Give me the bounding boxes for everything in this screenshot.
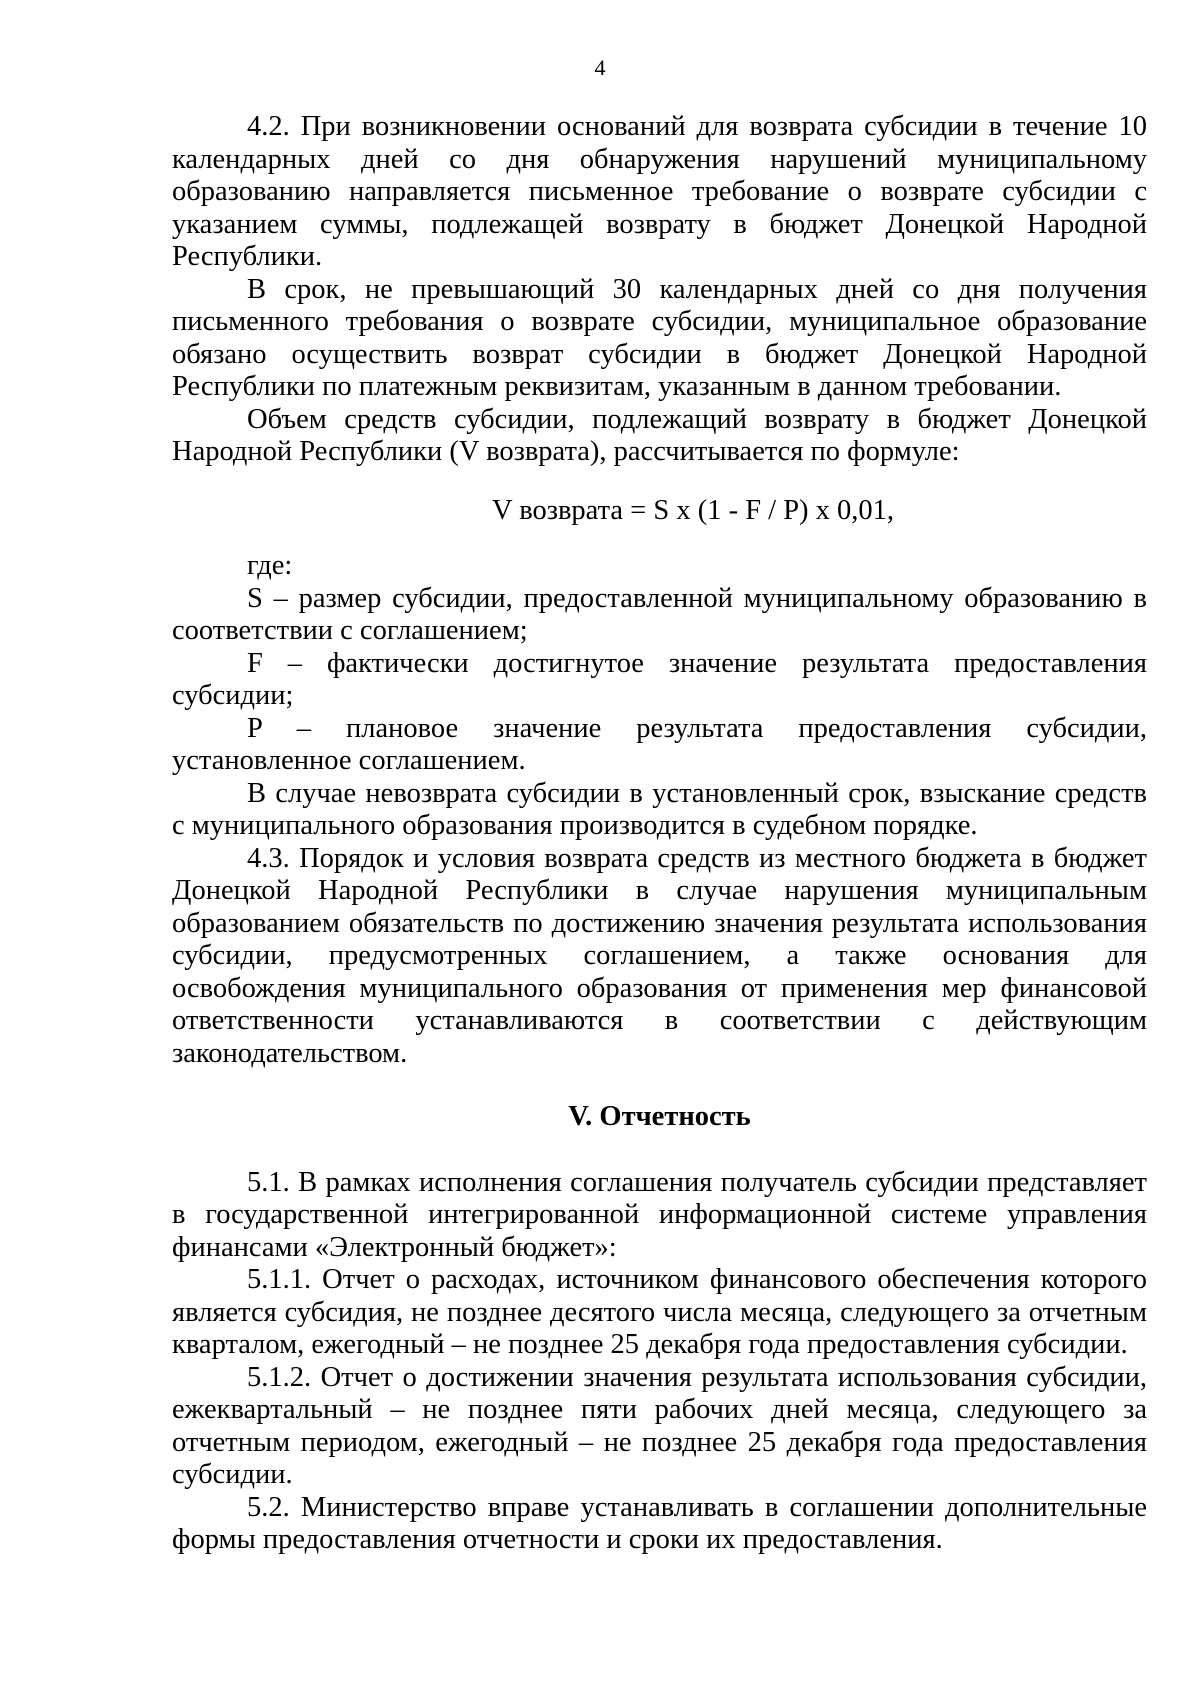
page-number: 4 xyxy=(594,55,606,80)
paragraph-4-3: 4.3. Порядок и условия возврата средств из местного бюджета в бюджет Донецкой Народной Республики в случае нарушения муниципальным образованием обязательств по достижению значения результата использования субсидии, предусмотренных соглашением, а также основания для освобождения муниципального образования от применения мер финансовой ответственности устанавливаются в соответствии с действующим законодательством. xyxy=(172,842,1147,1069)
definition-s: S – размер субсидии, предоставленной муниципальному образованию в соответствии с соглашением; xyxy=(172,582,1147,646)
document-body xyxy=(172,111,1147,1557)
definition-p: P – плановое значение результата предоставления субсидии, установленное соглашением. xyxy=(172,712,1147,776)
paragraph-4-2: 4.2. При возникновении оснований для возврата субсидии в течение 10 календарных дней со дня обнаружения нарушений муниципальному образованию направляется письменное требование о возврате субсидии с указанием суммы, подлежащей возврату в бюджет Донецкой Народной Республики. xyxy=(172,111,1147,272)
paragraph-5-2: 5.2. Министерство вправе устанавливать в соглашении дополнительные формы предоставления отчетности и сроки их предоставления. xyxy=(172,1491,1147,1555)
section-heading: V. Отчетность xyxy=(568,1101,751,1132)
paragraph-non-return: В случае невозврата субсидии в установленный срок, взыскание средств с муниципального образования производится в судебном порядке. xyxy=(172,777,1147,841)
paragraph-5-1-1: 5.1.1. Отчет о расходах, источником финансового обеспечения которого является субсидия, не позднее десятого числа месяца, следующего за отчетным кварталом, ежегодный – не позднее 25 декабря года предоставления субсидии. xyxy=(172,1264,1147,1360)
paragraph-5-1: 5.1. В рамках исполнения соглашения получатель субсидии представляет в государственной интегрированной информационной системе управления финансами «Электронный бюджет»: xyxy=(172,1166,1147,1263)
return-formula: V возврата = S x (1 - F / P) x 0,01, xyxy=(492,494,895,526)
definition-f: F – фактически достигнутое значение результата предоставления субсидии; xyxy=(172,647,1147,711)
paragraph-return-volume: Объем средств субсидии, подлежащий возврату в бюджет Донецкой Народной Республики (V возврата), рассчитывается по формуле: xyxy=(172,403,1147,467)
paragraph-return-deadline: В срок, не превышающий 30 календарных дней со дня получения письменного требования о возврате субсидии, муниципальное образование обязано осуществить возврат субсидии в бюджет Донецкой Народной Республики по платежным реквизитам, указанным в данном требовании. xyxy=(172,273,1147,402)
paragraph-where: где: xyxy=(247,550,293,581)
paragraph-5-1-2: 5.1.2. Отчет о достижении значения результата использования субсидии, ежеквартальный – не позднее пяти рабочих дней месяца, следующего за отчетным периодом, ежегодный – не позднее 25 декабря года предоставления субсидии. xyxy=(172,1361,1147,1490)
